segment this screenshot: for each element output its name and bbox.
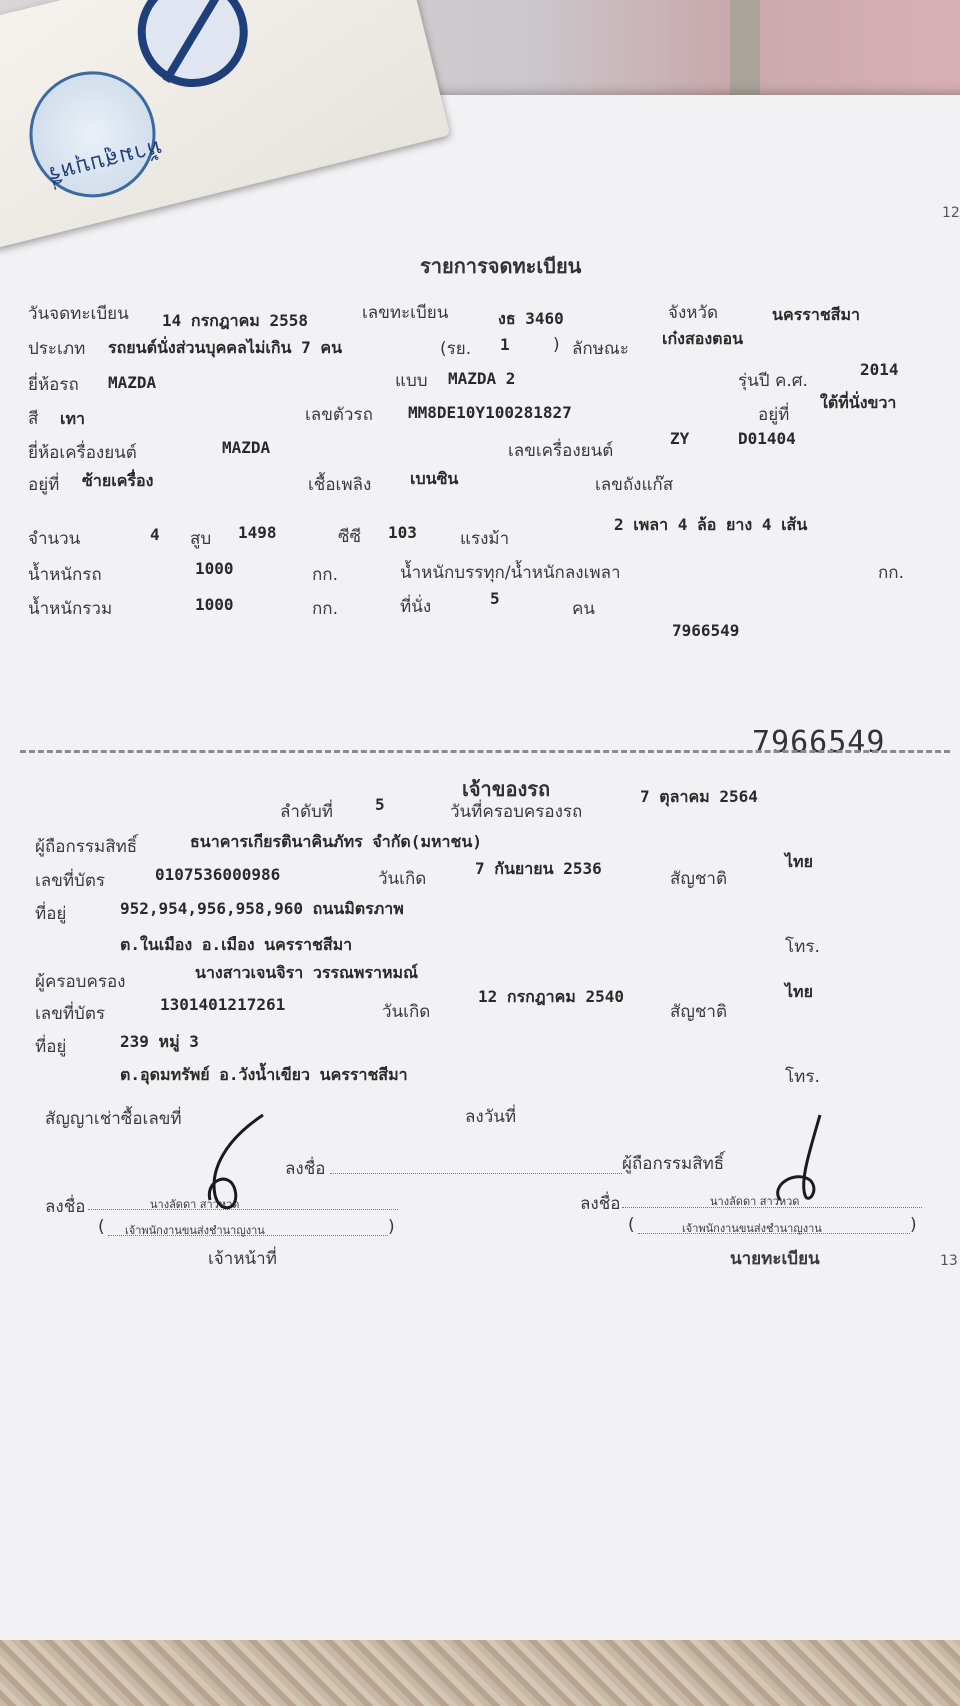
- page-number-top: 12: [942, 205, 960, 221]
- total-weight-label: น้ำหนักรวม: [28, 599, 113, 619]
- model-value: MAZDA 2: [448, 369, 516, 388]
- no-smoking-icon: [126, 0, 259, 99]
- province-value: นครราชสีมา: [772, 305, 860, 324]
- holder-tel-label: โทร.: [785, 937, 820, 957]
- ry-close: ): [553, 335, 560, 355]
- holder-nationality-label: สัญชาติ: [670, 869, 727, 889]
- weight-label: น้ำหนักรถ: [28, 565, 102, 585]
- registrar-signature: [750, 1110, 840, 1210]
- axle-value: 2 เพลา 4 ล้อ ยาง 4 เส้น: [614, 515, 808, 534]
- year-label: รุ่นปี ค.ศ.: [738, 371, 808, 391]
- registrar-paren-open: (: [628, 1215, 635, 1235]
- sign-date-label: ลงวันที่: [465, 1107, 517, 1127]
- registrar-sign-label: ลงชื่อ: [580, 1194, 621, 1214]
- officer-signature: [185, 1110, 275, 1220]
- vin-location-label: อยู่ที่: [758, 405, 790, 425]
- count-value: 4: [150, 525, 160, 544]
- possessor-id-value: 1301401217261: [160, 995, 286, 1014]
- holder-id-label: เลขที่บัตร: [35, 871, 106, 891]
- possessor-address-label: ที่อยู่: [35, 1037, 67, 1057]
- brand-label: ยี่ห้อรถ: [28, 375, 79, 395]
- page-number-bottom: 13: [940, 1253, 958, 1269]
- registration-title: รายการจดทะเบียน: [420, 254, 582, 278]
- registrar-position: เจ้าพนักงานขนส่งชำนาญงาน: [682, 1222, 822, 1235]
- registrar-sign-name: นางลัดดา สาวหวด: [710, 1195, 800, 1208]
- engine-no-label: เลขเครื่องยนต์: [508, 441, 614, 461]
- registrar-paren-close: ): [910, 1215, 917, 1235]
- order-label: ลำดับที่: [280, 802, 334, 822]
- engine-brand-value: MAZDA: [222, 438, 271, 457]
- contract-label: สัญญาเช่าซื้อเลขที่: [45, 1109, 182, 1129]
- order-value: 5: [375, 795, 385, 814]
- plate-value: งธ 3460: [498, 309, 564, 328]
- fuel-label: เชื้อเพลิง: [308, 475, 372, 495]
- kg-unit-3: กก.: [312, 599, 338, 619]
- model-label: แบบ: [395, 371, 428, 391]
- kg-unit-1: กก.: [312, 565, 338, 585]
- holder-sign-role: ผู้ถือกรรมสิทธิ์: [622, 1154, 725, 1174]
- holder-sign-label: ลงชื่อ: [285, 1159, 326, 1179]
- seats-label: ที่นั่ง: [400, 597, 432, 617]
- officer-paren-open: (: [98, 1217, 105, 1237]
- engine-location-value: ซ้ายเครื่อง: [82, 471, 154, 490]
- vin-label: เลขตัวรถ: [305, 405, 373, 425]
- holder-sign-line: [330, 1173, 622, 1174]
- stroke-label: สูบ: [190, 529, 212, 549]
- holder-value: ธนาคารเกียรตินาคินภัทร จำกัด(มหาชน): [190, 832, 482, 851]
- holder-address-line2: ต.ในเมือง อ.เมือง นครราชสีมา: [120, 935, 353, 954]
- vin-value: MM8DE10Y100281827: [408, 403, 572, 422]
- separator-dashed-line: [20, 750, 950, 753]
- load-label: น้ำหนักบรรทุก/น้ำหนักลงเพลา: [400, 563, 621, 583]
- possessor-value: นางสาวเจนจิรา วรรณพราหมณ์: [195, 963, 418, 982]
- holder-nationality-value: ไทย: [785, 852, 813, 871]
- color-value: เทา: [60, 409, 85, 428]
- holder-birth-value: 7 กันยายน 2536: [475, 859, 602, 878]
- background-bottom: [0, 1640, 960, 1706]
- hp-label: แรงม้า: [460, 529, 510, 549]
- type-label: ประเภท: [28, 339, 86, 359]
- card-text: ห้ามสูบบุหรี่: [44, 134, 165, 187]
- weight-value: 1000: [195, 559, 234, 578]
- cc-value: 103: [388, 523, 417, 542]
- fuel-value: เบนซิน: [410, 469, 459, 488]
- registrar-title: นายทะเบียน: [730, 1249, 820, 1269]
- count-label: จำนวน: [28, 529, 81, 549]
- total-weight-value: 1000: [195, 595, 234, 614]
- serial-big: 7966549: [752, 725, 886, 760]
- brand-value: MAZDA: [108, 373, 157, 392]
- vin-location-value: ใต้ที่นั่งขวา: [820, 393, 897, 412]
- possessor-label: ผู้ครอบครอง: [35, 972, 126, 992]
- possessor-tel-label: โทร.: [785, 1067, 820, 1087]
- serial-small: 7966549: [672, 621, 740, 640]
- officer-position: เจ้าพนักงานขนส่งชำนาญงาน: [125, 1224, 265, 1237]
- possessor-id-label: เลขที่บัตร: [35, 1004, 106, 1024]
- char-label: ลักษณะ: [572, 339, 629, 359]
- possession-date-label: วันที่ครอบครองรถ: [450, 802, 583, 822]
- holder-id-value: 0107536000986: [155, 865, 281, 884]
- officer-title: เจ้าหน้าที่: [208, 1249, 277, 1269]
- background-strip: [730, 0, 760, 95]
- plate-label: เลขทะเบียน: [362, 303, 449, 323]
- engine-location-label: อยู่ที่: [28, 475, 60, 495]
- stroke-value: 1498: [238, 523, 277, 542]
- reg-date-value: 14 กรกฎาคม 2558: [162, 311, 309, 330]
- seats-value: 5: [490, 589, 500, 608]
- persons-unit: คน: [572, 599, 595, 619]
- owner-title: เจ้าของรถ: [462, 777, 551, 801]
- officer-sign-name: นางลัดดา สาวหวด: [150, 1198, 240, 1211]
- possessor-nationality-value: ไทย: [785, 982, 813, 1001]
- cc-label: ซีซี: [338, 527, 362, 547]
- holder-label: ผู้ถือกรรมสิทธิ์: [35, 837, 138, 857]
- char-value: เก๋งสองตอน: [662, 329, 744, 348]
- province-label: จังหวัด: [668, 303, 719, 323]
- ry-value: 1: [500, 335, 510, 354]
- possessor-address-line2: ต.อุดมทรัพย์ อ.วังน้ำเขียว นครราชสีมา: [120, 1065, 408, 1084]
- possessor-birth-label: วันเกิด: [382, 1002, 431, 1022]
- engine-brand-label: ยี่ห้อเครื่องยนต์: [28, 443, 137, 463]
- reg-date-label: วันจดทะเบียน: [28, 304, 129, 324]
- officer-paren-close: ): [388, 1217, 395, 1237]
- engine-no-a: ZY: [670, 429, 690, 448]
- officer-sign-label: ลงชื่อ: [45, 1197, 86, 1217]
- possessor-address-line1: 239 หมู่ 3: [120, 1032, 199, 1051]
- possessor-nationality-label: สัญชาติ: [670, 1002, 727, 1022]
- holder-address-label: ที่อยู่: [35, 904, 67, 924]
- color-label: สี: [28, 409, 39, 429]
- possessor-birth-value: 12 กรกฎาคม 2540: [478, 987, 625, 1006]
- engine-no-b: D01404: [738, 429, 796, 448]
- kg-unit-2: กก.: [878, 563, 904, 583]
- ry-label: (รย.: [440, 339, 472, 359]
- registration-page: [0, 95, 960, 1655]
- holder-birth-label: วันเกิด: [378, 869, 427, 889]
- year-value: 2014: [860, 360, 899, 379]
- possession-date-value: 7 ตุลาคม 2564: [640, 787, 758, 806]
- holder-address-line1: 952,954,956,958,960 ถนนมิตรภาพ: [120, 899, 404, 918]
- type-value: รถยนต์นั่งส่วนบุคคลไม่เกิน 7 คน: [108, 338, 343, 357]
- gas-tank-label: เลขถังแก๊ส: [595, 475, 674, 495]
